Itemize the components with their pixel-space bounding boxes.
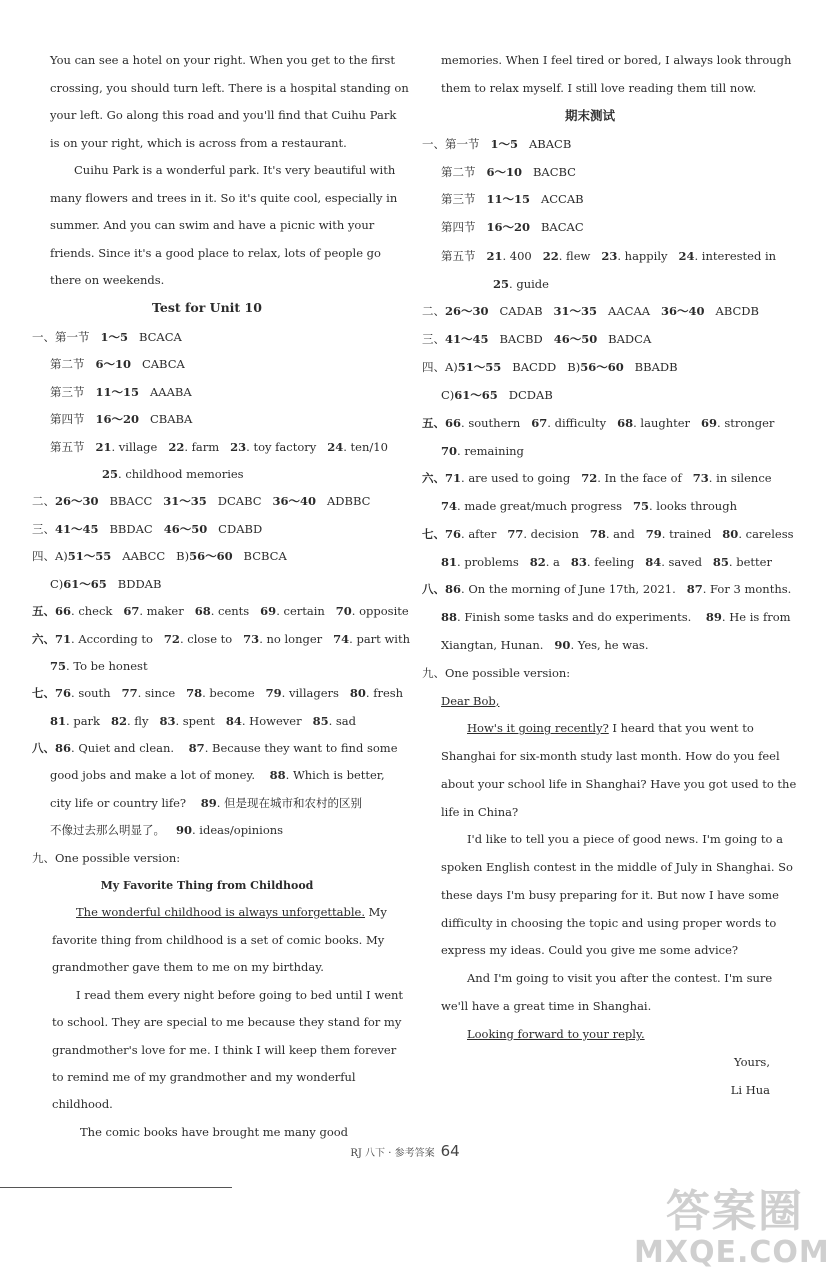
- answer-row: 第三节 11～15 ACCAB: [441, 192, 584, 206]
- answer-row: 五、66. southern 67. difficulty 68. laughter 69. stronger: [422, 416, 775, 430]
- answer-row: C)61～65 DCDAB: [441, 388, 553, 402]
- answer-row: 九、One possible version:: [422, 666, 571, 680]
- essay-line: to remind me of my grandmother and my wonderful: [52, 1070, 356, 1084]
- answer-row: 第四节 16～20 BACAC: [441, 220, 584, 234]
- essay-line: favorite thing from childhood is a set of comic books. My: [52, 933, 385, 947]
- essay-line: them to relax myself. I still love reading them till now.: [441, 81, 757, 95]
- section-title: Test for Unit 10: [152, 300, 262, 315]
- page-footer: [0, 1142, 810, 1160]
- answer-row: city life or country life? 89. 但是现在城市和农村的区别: [50, 796, 363, 810]
- answer-row: 七、76. after 77. decision 78. and 79. trained 80. careless: [422, 527, 794, 541]
- passage-line: crossing, you should turn left. There is a hospital standing on: [50, 81, 409, 95]
- answer-row: 不像过去那么明显了。 90. ideas/opinions: [50, 823, 284, 837]
- letter-line: about your school life in Shanghai? Have you got used to the: [441, 777, 797, 791]
- watermark-domain: MXQE.COM: [634, 1235, 830, 1270]
- answer-row: 74. made great/much progress 75. looks through: [441, 499, 737, 513]
- answer-row: 二、26～30 BBACC 31～35 DCABC 36～40 ADBBC: [32, 494, 371, 508]
- essay-title: My Favorite Thing from Childhood: [100, 879, 314, 892]
- letter-line: How's it going recently? I heard that you went to: [467, 721, 754, 735]
- letter-closing: Looking forward to your reply.: [467, 1027, 645, 1041]
- answer-row: 88. Finish some tasks and do experiments. 89. He is from: [441, 610, 791, 624]
- answer-row: 七、76. south 77. since 78. become 79. villagers 80. fresh: [32, 686, 404, 700]
- answer-row: 三、41～45 BACBD 46～50 BADCA: [422, 332, 652, 346]
- essay-line: memories. When I feel tired or bored, I always look through: [441, 53, 792, 67]
- answer-row: 第五节 21. village 22. farm 23. toy factory 24. ten/10: [50, 440, 388, 454]
- answer-row: 九、One possible version:: [32, 851, 181, 865]
- essay-line: The comic books have brought me many good: [80, 1125, 349, 1139]
- section-title: 期末测试: [564, 108, 615, 123]
- passage-line: there on weekends.: [50, 273, 165, 287]
- passage-line: Cuihu Park is a wonderful park. It's very beautiful with: [74, 163, 396, 177]
- answer-row: 25. guide: [493, 277, 549, 291]
- watermark-logo: [634, 1186, 830, 1276]
- letter-line: difficulty in choosing the topic and using proper words to: [441, 916, 777, 930]
- passage-line: You can see a hotel on your right. When you get to the first: [50, 53, 395, 67]
- answer-row: good jobs and make a lot of money. 88. Which is better,: [50, 768, 385, 782]
- essay-line: grandmother gave them to me on my birthday.: [52, 960, 324, 974]
- answer-row: 81. problems 82. a 83. feeling 84. saved 85. better: [441, 555, 772, 569]
- answer-row: 六、71. are used to going 72. In the face of 73. in silence: [422, 471, 772, 485]
- answer-row: 八、86. On the morning of June 17th, 2021. 87. For 3 months.: [422, 582, 792, 596]
- passage-line: your left. Go along this road and you'll find that Cuihu Park: [50, 108, 397, 122]
- answer-row: 第二节 6～10 BACBC: [441, 165, 576, 179]
- essay-line: grandmother's love for me. I think I will keep them forever: [52, 1043, 397, 1057]
- answer-row: 第五节 21. 400 22. flew 23. happily 24. interested in: [441, 249, 777, 263]
- letter-greeting: Dear Bob,: [441, 694, 500, 708]
- letter-line: these days I'm busy preparing for it. But now I have some: [441, 888, 779, 902]
- answer-row: 75. To be honest: [50, 659, 148, 673]
- essay-line: to school. They are special to me because they stand for my: [52, 1015, 402, 1029]
- passage-line: is on your right, which is across from a restaurant.: [50, 136, 347, 150]
- letter-line: I'd like to tell you a piece of good news. I'm going to a: [467, 832, 783, 846]
- answer-row: 70. remaining: [441, 444, 524, 458]
- letter-line: And I'm going to visit you after the contest. I'm sure: [467, 971, 773, 985]
- letter-line: express my ideas. Could you give me some advice?: [441, 943, 739, 957]
- answer-row: 第二节 6～10 CABCA: [50, 357, 185, 371]
- essay-line: childhood.: [52, 1097, 113, 1111]
- answer-row: 81. park 82. fly 83. spent 84. However 85. sad: [50, 714, 357, 728]
- essay-line: I read them every night before going to bed until I went: [76, 988, 404, 1002]
- footer-label: RJ 八下 · 参考答案: [350, 1148, 435, 1159]
- passage-line: summer. And you can swim and have a picnic with your: [50, 218, 375, 232]
- letter-line: Shanghai for six-month study last month. How do you feel: [441, 749, 780, 763]
- answer-row: Xiangtan, Hunan. 90. Yes, he was.: [441, 638, 649, 652]
- answer-row: 六、71. According to 72. close to 73. no longer 74. part with: [32, 632, 411, 646]
- answer-row: 四、A)51～55 AABCC B)56～60 BCBCA: [32, 549, 287, 563]
- letter-line: spoken English contest in the middle of July in Shanghai. So: [441, 860, 793, 874]
- answer-row: 一、第一节 1～5 ABACB: [422, 137, 572, 151]
- answer-row: 二、26～30 CADAB 31～35 AACAA 36～40 ABCDB: [422, 304, 759, 318]
- passage-line: many flowers and trees in it. So it's quite cool, especially in: [50, 191, 398, 205]
- answer-row: 四、A)51～55 BACDD B)56～60 BBADB: [422, 360, 678, 374]
- page-number: 64: [440, 1142, 460, 1160]
- essay-line: The wonderful childhood is always unforgettable. My: [76, 905, 387, 919]
- signature-yours: Yours,: [734, 1055, 770, 1069]
- watermark-text: 答案圈: [666, 1186, 804, 1237]
- answer-row: C)61～65 BDDAB: [50, 577, 162, 591]
- passage-line: friends. Since it's a good place to relax, lots of people go: [50, 246, 381, 260]
- answer-row: 第四节 16～20 CBABA: [50, 412, 193, 426]
- signature-name: Li Hua: [730, 1083, 770, 1097]
- answer-row: 八、86. Quiet and clean. 87. Because they want to find some: [32, 741, 398, 755]
- answer-row: 三、41～45 BBDAC 46～50 CDABD: [32, 522, 263, 536]
- footer-rule: [0, 1187, 232, 1188]
- letter-line: life in China?: [441, 805, 519, 819]
- answer-row: 25. childhood memories: [102, 467, 244, 481]
- answer-row: 第三节 11～15 AAABA: [50, 385, 192, 399]
- letter-line: we'll have a great time in Shanghai.: [441, 999, 652, 1013]
- answer-row: 五、66. check 67. maker 68. cents 69. certain 70. opposite: [32, 604, 409, 618]
- answer-row: 一、第一节 1～5 BCACA: [32, 330, 182, 344]
